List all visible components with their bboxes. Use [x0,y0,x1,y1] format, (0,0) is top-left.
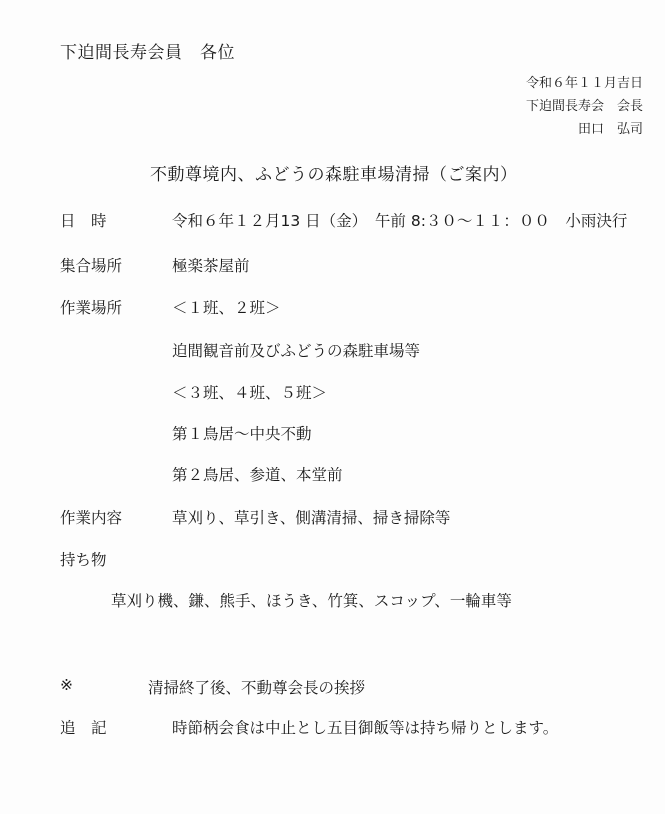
work-place-line: ＜１班、２班＞ [172,299,281,317]
postscript-value: 時節柄会食は中止とし五目御飯等は持ち帰りとします。 [172,719,559,737]
note-value: 清掃終了後、不動尊会長の挨拶 [148,679,366,697]
addressee: 下迫間長寿会員 各位 [60,43,235,63]
belongings-value: 草刈り機、鎌、熊手、ほうき、竹箕、スコップ、一輪車等 [111,592,512,610]
work-place-line: 第１鳥居〜中央不動 [172,425,312,443]
meeting-place-label: 集合場所 [60,257,123,275]
work-place-line: 第２鳥居、参道、本堂前 [172,466,343,484]
work-place-line: ＜３班、４班、５班＞ [172,384,328,402]
sender-block [526,72,643,141]
postscript-label: 追 記 [60,719,107,737]
datetime-label: 日 時 [60,212,107,230]
work-place-label: 作業場所 [60,299,123,317]
meeting-place-value: 極楽茶屋前 [172,257,250,275]
work-place-line: 迫間観音前及びふどうの森駐車場等 [172,342,421,360]
work-content-label: 作業内容 [60,509,123,527]
datetime-value: 令和６年１２月13 日（金） 午前 8:３０〜１１：００ 小雨決行 [172,212,628,230]
work-content-value: 草刈り、草引き、側溝清掃、掃き掃除等 [172,509,451,527]
issue-date: 令和６年１１月吉日 [525,76,643,91]
note-mark: ※ [60,676,73,694]
belongings-label: 持ち物 [60,551,107,569]
signer-name: 田口 弘司 [577,122,643,137]
document-title: 不動尊境内、ふどうの森駐車場清掃（ご案内） [150,165,518,185]
organization: 下迫間長寿会 会長 [525,99,643,114]
